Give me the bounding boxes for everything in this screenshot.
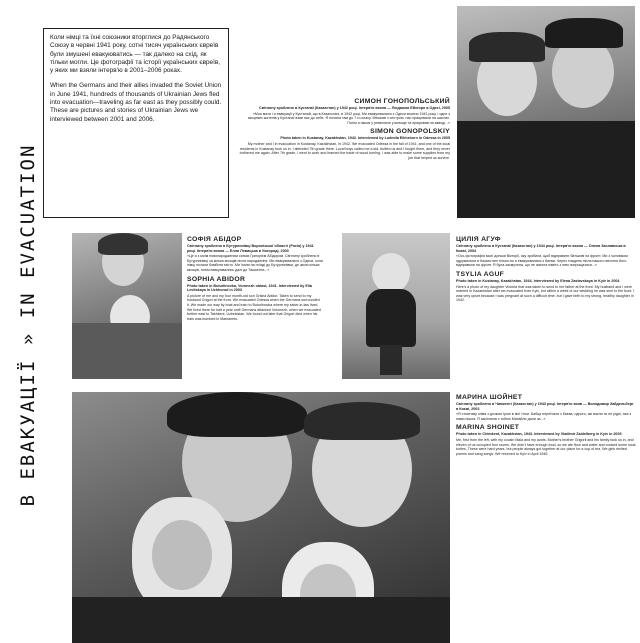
story-caption-uk: Світлину зроблено в Чимкенті (Казахстан) у 1943 році. Інтерв'ю взяв — Володимир Зайдельберг в Києві, 2003 — [456, 402, 634, 411]
story-caption-en: Photo taken in Buturlinovka, Voronezh oblast, 1941. Interviewed by Ella Levitskaya in Uzhhorod in 2003 — [187, 283, 312, 293]
story-simon — [238, 98, 450, 163]
photo-tsylia-aguf — [342, 233, 450, 379]
story-caption-uk: Світлину зроблено в Кустанаї (Казахстан) у 1944 році. Інтерв'ю взяла — Олена Заславська в Києві, 2004 — [456, 244, 626, 253]
vertical-exhibit-title — [8, 30, 48, 620]
photo-hat-right — [545, 18, 623, 48]
intro-text-en: When the Germans and their allies invaded the Soviet Union in June 1941, hundreds of thousands of Ukrainian Jews fled into evacuation—traveling as far east as they possibly could. These are pictures and stories of Ukrainian Jews we interviewed between 2001 and 2006. — [50, 82, 222, 123]
vertical-title-text: В ЕВАКУАЦІЇ » IN EVACUATION — [17, 143, 39, 507]
story-body-en: Me, first from the left, with my cousin Maia and my aunts. Mother's brother Grigorii and his family took us in, and eleven of us occupied four rooms. We didn't have enough food, so we ate flour and water and cooked some local turtles. These were hard years, but people always got together at our place for a cup of tea. We girls recited poems and sang songs. We returned to Kyiv in April 1945. — [456, 437, 636, 456]
photo-child-coat — [366, 289, 416, 347]
story-body-uk: «Я стоятиму зліва з дочкою Ірою в мої тітки. Бабця переїхала з Києва, одного, які взяли ти не рідні, яка з нами пішла. Я закінчила з тобою Михайло дали за...» — [456, 412, 632, 421]
photo-child-legs — [380, 345, 402, 375]
story-tsylia — [456, 236, 636, 306]
story-body-uk: «Ось фотографія моєї доньки Вікторії, яку зробили, щоб відправити батькові на фронт. Ми з чоловіком одружилися в Казахстані тільки-но я евакуювалася з Києва. Через тиждень після нашого весілля його відправили на фронт. Я була засмучена, що не змогла навіть з ним попрощатися...» — [456, 254, 628, 268]
photo-woman-right-hair — [304, 402, 420, 440]
story-name-en: SIMON GONOPOLSKIY — [370, 128, 450, 136]
photo-simon-gonopolskiy — [457, 6, 635, 218]
story-caption-en: Photo taken in Chimkent, Kazakhstan, 1943. Interviewed by Vladimir Zaidelberg in Kyiv in 2003 — [456, 432, 622, 437]
photo-dark-clothing — [72, 597, 450, 643]
story-name-uk: СИМОН ГОНОПОЛЬСЬКИЙ — [354, 98, 450, 105]
story-caption-uk: Світлину зроблено в Бутурлинівці Воронізької області (Росія) у 1941 році. Інтерв'ю взяла — Елла Левицька в Ужгороді, 2003 — [187, 244, 314, 253]
photo-sophia-abidor — [72, 233, 182, 379]
story-body-uk: «Це я з моїм новонародженим сином Григорієм Абідором. Світлину зроблено в Бутурлинівці за кілька місяців після народження. Ми евакуювалися з Одеси, коли німці почали бомбити місто. Ми їхали на поїзді до Бутурлинівки, де жили кілька місяців, потім евакуювались далі до Ташкента...» — [187, 254, 323, 272]
story-name-uk: ЦИЛІЯ АГУФ — [456, 236, 501, 243]
story-body-en: My mother and I in evacuation in Kustanay, Kazakhstan, in 1942. We evacuated Odessa in the fall of 1941, and one of the local residents in Kustanay took us in. I attended 7th grade there. Local boys called me a kid, bullied us and I fought them, and they never bothered me again. After 7th grade, I went to work and learned the trade of wood turning. I was able to make some supplies from my job that helped us survive. — [239, 141, 450, 160]
story-name-en: SOPHIA ABIDOR — [187, 275, 246, 283]
story-caption-uk: Світлину зроблено в Кустанаї (Казахстан) у 1942 році. Інтерв'ю взяла — Людмила Ейхгорн в Одесі, 2005 — [259, 106, 450, 110]
intro-box — [43, 28, 229, 218]
photo-marina-shoinet — [72, 392, 450, 643]
photo-child-left-face — [152, 520, 212, 590]
story-name-uk: МАРИНА ШОЙНЕТ — [456, 394, 523, 401]
story-body-uk: «Моя мати і я евакуації у Кустанай, що в Казахстані, в 1942 році. Ми евакуювалися з Одеси восени 1941 року, і одне з місцевих жителів у Кустанаї взяв нас до себе. Я почала там до 7-го класу. Мешкав з сестрою, нас працювали на шахтах. Потім я пішов у ремісниче училище та працював на заводі...» — [248, 111, 450, 125]
photo-hat-left — [469, 32, 545, 62]
photo-woman-hair — [98, 233, 148, 255]
photo-coats — [457, 121, 635, 218]
story-caption-en: Photo taken in Kustanay, Kazakhstan, 1942. Interviewed by Ludmila Eikhshorn in Odessa in 2005 — [280, 136, 450, 141]
photo-woman-left-hat — [167, 392, 307, 437]
story-name-en: MARINA SHOINET — [456, 424, 520, 432]
story-name-en: TSYLIA AGUF — [456, 270, 505, 278]
story-marina — [456, 394, 636, 459]
story-caption-en: Photo taken in Kustanay, Kazakhstan, 1944. Interviewed by Elena Zaslavskaya in Kyiv in 2004 — [456, 278, 620, 283]
story-name-uk: СОФІЯ АБІДОР — [187, 236, 242, 243]
story-body-en: Here's a photo of my daughter Victoria that was taken to send to her father at the front. My husband and I were married in Kazakhstan after we evacuated from Kyiv, but within a week of our wedding he was sent to the front. I was very upset because I was pregnant at such a difficult time, but I gave birth to my strong, healthy daughter in 1942. — [456, 284, 635, 303]
photo-dress — [72, 323, 182, 379]
photo-child-head — [372, 253, 410, 293]
intro-text-uk: Коли німці та їхні союзники вторглися до Радянського Союзу в червні 1941 року, сотні тисяч українських євреїв були змушені евакуюватись — так далеко на схід, як тільки могли. Це фотографії та історії українських євреїв, у яких ми взяли інтерв'ю в 2001–2006 роках. — [50, 34, 221, 75]
story-body-en: A picture of me and my four month-old son Grisha Abidor. Taken to send to my husband Grigori at the front. We evacuated Odessa when the Germans surrounded it. We made our way by boat and train to Buturlinovka where my sister-in-law lived. We lived there for half a year until Germans attacked Voronezh, when we evacuated further east to Tashkent, Uzbekistan. We found out later that Grigori died when his train was bombed in Mamanets. — [187, 293, 321, 321]
story-sophia — [187, 236, 323, 324]
